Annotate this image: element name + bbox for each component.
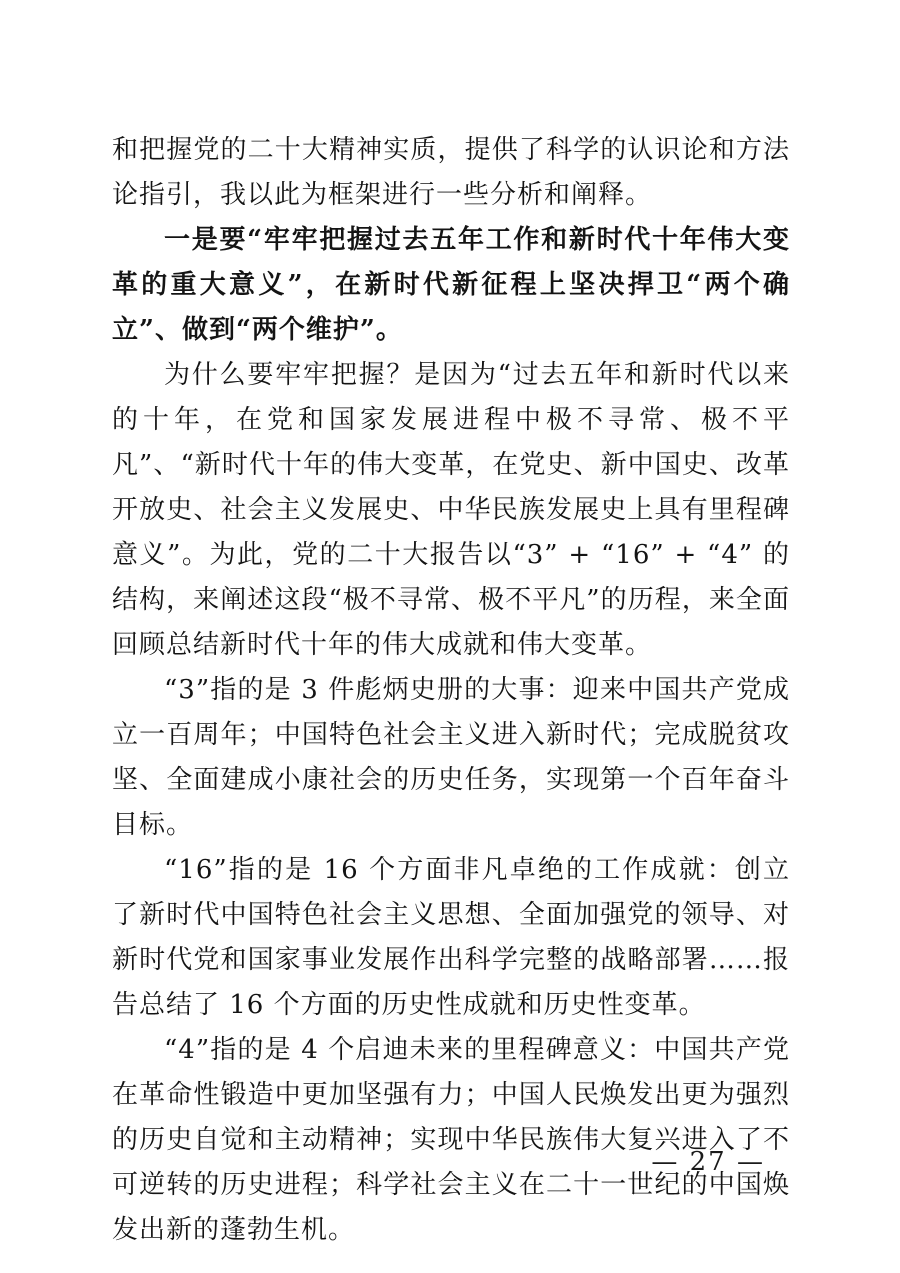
paragraph-three-events: “3”指的是 3 件彪炳史册的大事：迎来中国共产党成立一百周年；中国特色社会主义进入新时代；完成脱贫攻坚、全面建成小康社会的历史任务，实现第一个百年奋斗目标。 xyxy=(112,675,790,840)
paragraph-continuation: 和把握党的二十大精神实质，提供了科学的认识论和方法论指引，我以此为框架进行一些分析和阐释。 xyxy=(112,135,790,210)
paragraph-why-grasp: 为什么要牢牢把握？是因为“过去五年和新时代以来的十年，在党和国家发展进程中极不寻常、极不平凡”、“新时代十年的伟大变革，在党史、新中国史、改革开放史、社会主义发展史、中华民族发展史上具有里程碑意义”。为此，党的二十大报告以“3” + “16” + “4” 的结构，来阐述这段“极不寻常、极不平凡”的历程，来全面回顾总结新时代十年的伟大成就和伟大变革。 xyxy=(112,360,790,660)
paragraph-heading-bold: 一是要“牢牢把握过去五年工作和新时代十年伟大变革的重大意义”，在新时代新征程上坚决捍卫“两个确立”、做到“两个维护”。 xyxy=(112,225,790,345)
paragraph-sixteen-achievements: “16”指的是 16 个方面非凡卓绝的工作成就：创立了新时代中国特色社会主义思想、全面加强党的领导、对新时代党和国家事业发展作出科学完整的战略部署……报告总结了 16 个方面的历史性成就和历史性变革。 xyxy=(112,855,790,1020)
paragraph-four-milestones: “4”指的是 4 个启迪未来的里程碑意义：中国共产党在革命性锻造中更加坚强有力；中国人民焕发出更为强烈的历史自觉和主动精神；实现中华民族伟大复兴进入了不可逆转的历史进程；科学社会主义在二十一世纪的中国焕发出新的蓬勃生机。 xyxy=(112,1035,790,1245)
document-body xyxy=(112,128,790,1253)
page-number: — 27 — xyxy=(651,1147,765,1177)
